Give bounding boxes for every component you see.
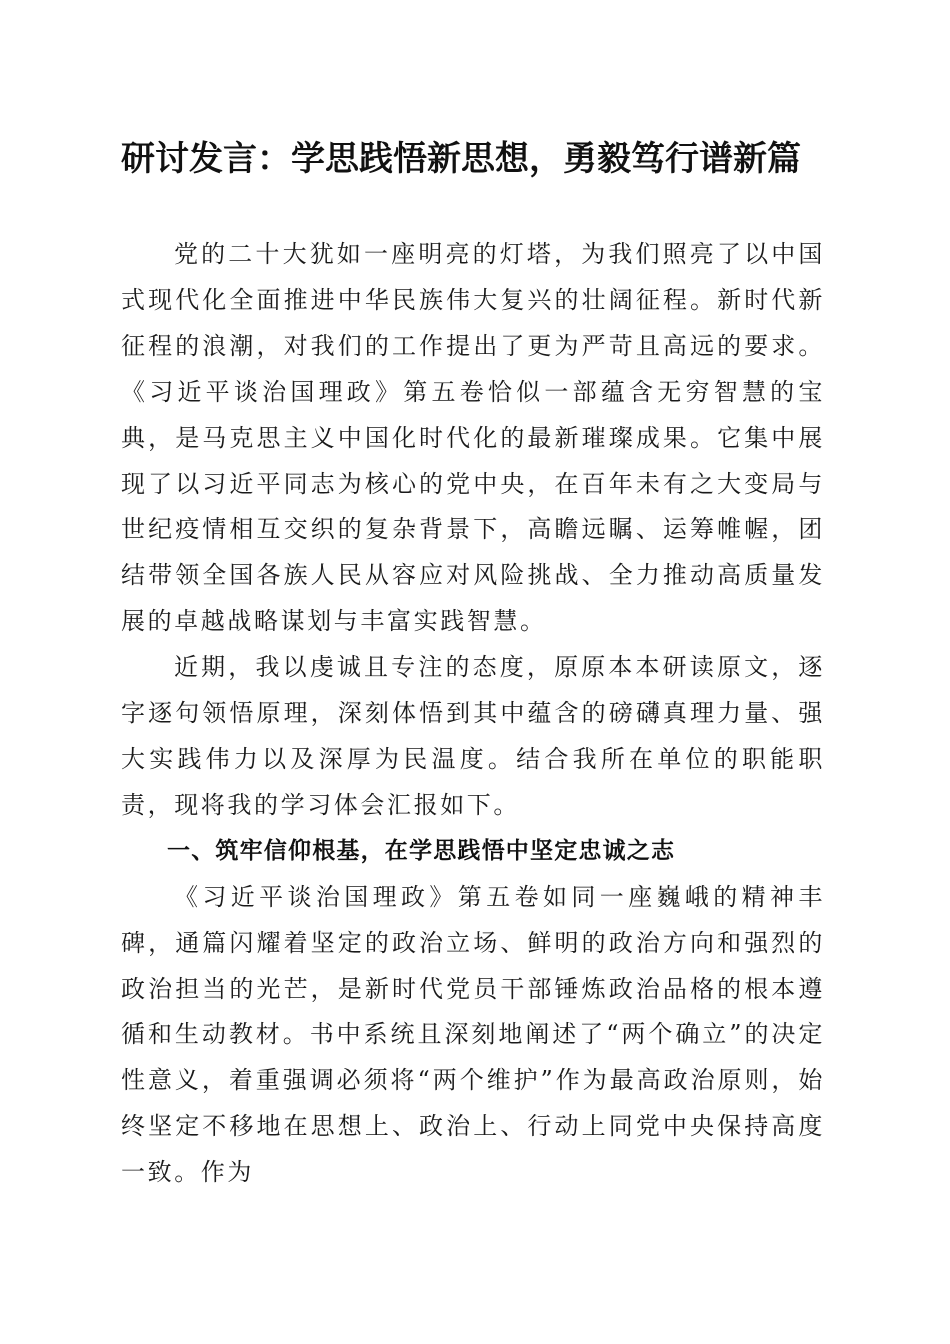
- section-paragraph: 《习近平谈治国理政》第五卷如同一座巍峨的精神丰碑，通篇闪耀着坚定的政治立场、鲜明的政治方向和强烈的政治担当的光芒，是新时代党员干部锤炼政治品格的根本遵循和生动教材。书中系统且深刻地阐述了“两个确立”的决定性意义，着重强调必须将“两个维护”作为最高政治原则，始终坚定不移地在思想上、政治上、行动上同党中央保持高度一致。作为: [121, 882, 825, 1187]
- document-body: [121, 232, 825, 1196]
- section-heading: 一、筑牢信仰根基，在学思践悟中坚定忠诚之志: [167, 837, 676, 864]
- study-paragraph: 近期，我以虔诚且专注的态度，原原本本研读原文，逐字逐句领悟原理，深刻体悟到其中蕴含的磅礴真理力量、强大实践伟力以及深厚为民温度。结合我所在单位的职能职责，现将我的学习体会汇报如下。: [121, 653, 825, 819]
- document-title: 研讨发言：学思践悟新思想，勇毅笃行谱新篇: [121, 139, 801, 179]
- intro-paragraph: 党的二十大犹如一座明亮的灯塔，为我们照亮了以中国式现代化全面推进中华民族伟大复兴的壮阔征程。新时代新征程的浪潮，对我们的工作提出了更为严苛且高远的要求。《习近平谈治国理政》第五卷恰似一部蕴含无穷智慧的宝典，是马克思主义中国化时代化的最新璀璨成果。它集中展现了以习近平同志为核心的党中央，在百年未有之大变局与世纪疫情相互交织的复杂背景下，高瞻远瞩、运筹帷幄，团结带领全国各族人民从容应对风险挑战、全力推动高质量发展的卓越战略谋划与丰富实践智慧。: [121, 240, 825, 636]
